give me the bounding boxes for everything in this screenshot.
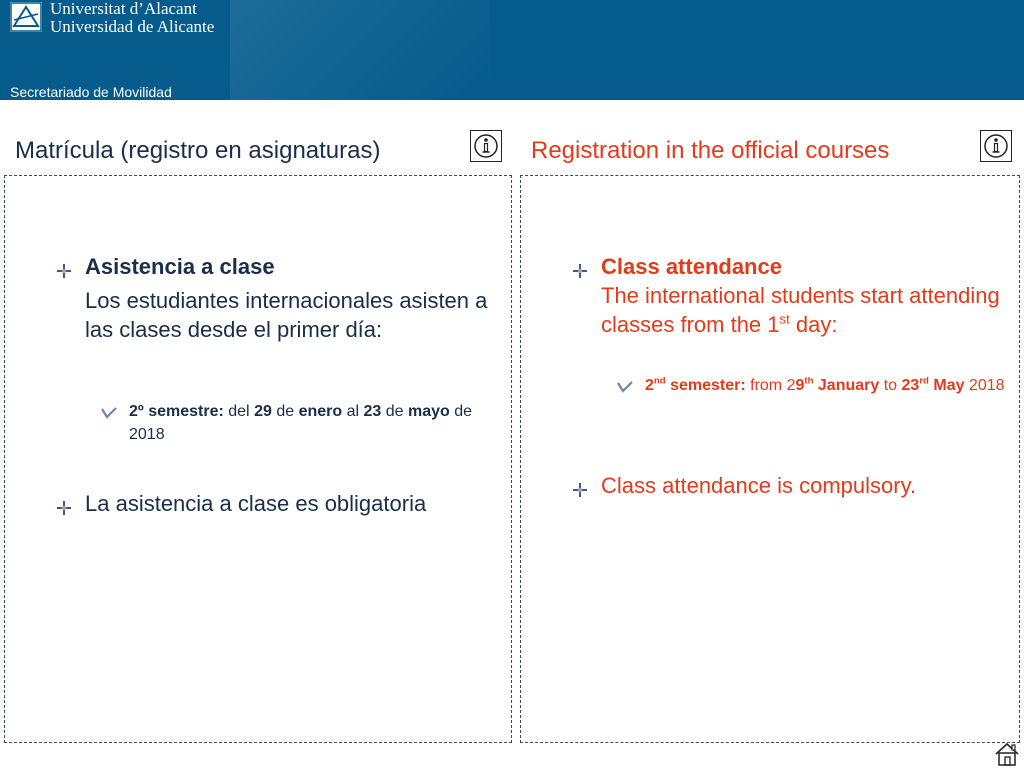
university-name-valencian: Universitat d’Alacant xyxy=(50,0,197,18)
text-al: al xyxy=(346,403,360,420)
year-es: de 2018 xyxy=(129,403,473,443)
spanish-content-panel xyxy=(4,175,512,743)
info-icon[interactable] xyxy=(980,130,1012,162)
date-end-day-es: 23 xyxy=(363,403,382,420)
english-content-panel xyxy=(520,175,1020,743)
date-end-month-es: mayo xyxy=(408,403,450,420)
ordinal-suffix: rd xyxy=(919,375,929,387)
text-to: to xyxy=(879,377,902,394)
attendance-text-en xyxy=(601,281,1001,339)
attendance-heading-es: Asistencia a clase xyxy=(85,254,275,279)
compulsory-text-es: La asistencia a clase es obligatoria xyxy=(85,491,427,516)
date-start-month-en: January xyxy=(817,377,880,394)
header-banner xyxy=(0,0,1024,100)
english-title: Registration in the official courses xyxy=(531,137,890,164)
attendance-text-end-en: day: xyxy=(789,312,838,337)
university-name-spanish: Universidad de Alicante xyxy=(50,17,215,36)
attendance-text-es: Los estudiantes internacionales asisten a las clases desde el primer día: xyxy=(85,288,488,342)
year-en: 2018 xyxy=(964,377,1005,394)
date-end-month-en: May xyxy=(933,377,965,394)
info-icon[interactable] xyxy=(470,130,502,162)
semester-number-en: 2 xyxy=(645,377,654,394)
home-icon[interactable] xyxy=(994,742,1020,766)
check-bullet-icon xyxy=(617,377,633,389)
ordinal-suffix: th xyxy=(804,375,814,387)
cross-bullet-icon xyxy=(57,493,71,507)
spanish-title: Matrícula (registro en asignaturas) xyxy=(15,137,381,164)
bullet-item-compulsory-es xyxy=(85,489,495,518)
attendance-heading-en: Class attendance xyxy=(601,254,782,279)
text-de: de xyxy=(385,403,404,420)
cross-bullet-icon xyxy=(573,256,587,270)
date-end-day-en: 23 xyxy=(901,377,920,394)
department-name: Secretariado de Movilidad xyxy=(10,84,172,100)
header-fade xyxy=(230,0,490,100)
university-logo xyxy=(10,2,42,32)
attendance-text-main-en: The international students start attending classes from the 1 xyxy=(601,283,1000,337)
text-de: de xyxy=(276,403,295,420)
text-from: from 2 xyxy=(745,377,796,394)
cross-bullet-icon xyxy=(573,475,587,489)
check-bullet-icon xyxy=(101,403,117,415)
sub-item-semester-es xyxy=(129,400,509,446)
date-start-day-en: 9 xyxy=(795,377,805,394)
semester-label-en: semester: xyxy=(665,377,746,394)
ordinal-suffix: nd xyxy=(653,375,666,387)
semester-label-es: 2º semestre: xyxy=(129,403,224,420)
date-start-day-es: 29 xyxy=(254,403,272,420)
bullet-item-attendance-es xyxy=(85,252,495,344)
ordinal-suffix: st xyxy=(779,311,790,327)
date-start-month-es: enero xyxy=(298,403,343,420)
bullet-item-attendance-en xyxy=(601,252,1001,339)
bullet-item-compulsory-en xyxy=(601,471,1001,500)
cross-bullet-icon xyxy=(57,256,71,270)
text-del: del xyxy=(228,403,250,420)
compulsory-text-en: Class attendance is compulsory. xyxy=(601,473,917,498)
sub-item-semester-en xyxy=(645,374,1005,397)
